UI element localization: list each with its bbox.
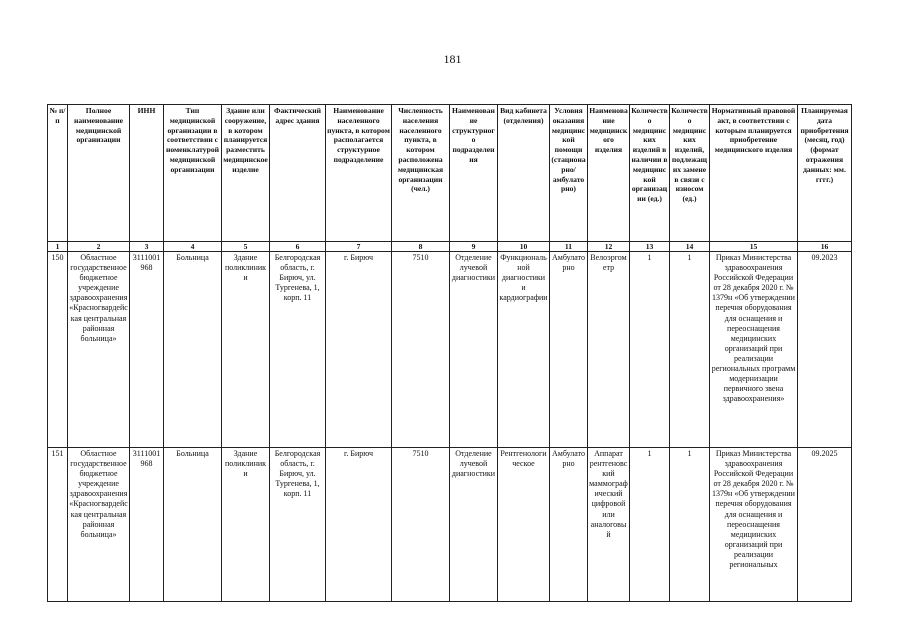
header-cell: Вид кабинета (отделения) [498,105,550,242]
table-cell: 3111001968 [130,448,164,602]
table-cell: Больница [164,252,222,448]
table-cell: Аппарат рентгеновский маммографический цифровой или аналоговый [588,448,630,602]
table-cell: 1 [630,252,670,448]
table-cell: Отделение лучевой диагностики [450,448,498,602]
header-cell: Полное наименование медицинской организации [68,105,130,242]
table-cell: 150 [48,252,68,448]
table-cell: Областное государственное бюджетное учреждение здравоохранения «Красногвардейская центральная районная больница» [68,448,130,602]
column-number: 1 [48,242,68,252]
header-cell: Здание или сооружение, в котором планируется разместить медицинское изделие [222,105,270,242]
table-cell: 7510 [392,252,450,448]
column-number: 16 [798,242,852,252]
table-cell: Амбулаторно [550,252,588,448]
column-number: 14 [670,242,710,252]
header-cell: Наименование населенного пункта, в котором располагается структурное подразделение [326,105,392,242]
header-cell: Фактический адрес здания [270,105,326,242]
table-cell: Амбулаторно [550,448,588,602]
header-cell: Наименование медицинского изделия [588,105,630,242]
header-cell: Численность населения населенного пункта, в котором расположена медицинская организации (чел.) [392,105,450,242]
table-cell: Областное государственное бюджетное учреждение здравоохранения «Красногвардейская центральная районная больница» [68,252,130,448]
table-cell: 1 [630,448,670,602]
column-number: 4 [164,242,222,252]
equipment-table [47,104,852,602]
column-number: 15 [710,242,798,252]
column-number: 2 [68,242,130,252]
header-cell: Условия оказания медицинской помощи (стационарно/ амбулаторно) [550,105,588,242]
table-cell: 1 [670,448,710,602]
table-cell: Приказ Министерства здравоохранения Российской Федерации от 28 декабря 2020 г. № 1379н «Об утверждении перечня оборудования для оснащения и переоснащения медицинских организаций при реализации региональных программ модернизации первичного звена здравоохранения» [710,252,798,448]
column-number: 11 [550,242,588,252]
table-cell: Белгородская область, г. Бирюч, ул. Тургенева, 1, корп. 11 [270,448,326,602]
table-cell: 09.2023 [798,252,852,448]
column-number: 5 [222,242,270,252]
table-cell: Велоэргометр [588,252,630,448]
header-cell: Количество медицинских изделий, подлежащих замене в связи с износом (ед.) [670,105,710,242]
table-cell: 7510 [392,448,450,602]
table-row [48,448,852,602]
header-cell: Количество медицинских изделий в наличии в медицинской организации (ед.) [630,105,670,242]
table-cell: 09.2025 [798,448,852,602]
table-cell: г. Бирюч [326,252,392,448]
header-cell: Нормативный правовой акт, в соответствии с которым планируется приобретение медицинского изделия [710,105,798,242]
table-cell: Отделение лучевой диагностики [450,252,498,448]
table-cell: Функциональной диагностики и кардиографии [498,252,550,448]
column-number: 12 [588,242,630,252]
table-cell: Рентгенологическое [498,448,550,602]
table-cell: Здание поликлиники [222,252,270,448]
table-cell: 1 [670,252,710,448]
header-cell: Тип медицинской организации в соответствии с номенклатурой медицинской организации [164,105,222,242]
column-number: 10 [498,242,550,252]
table-cell: Приказ Министерства здравоохранения Российской Федерации от 28 декабря 2020 г. № 1379н «Об утверждении перечня оборудования для оснащения и переоснащения медицинских организаций при реализации региональных [710,448,798,602]
page-number: 181 [443,52,462,66]
header-cell: Планируемая дата приобретения (месяц, год) (формат отражения данных: мм. гггг.) [798,105,852,242]
table-cell: г. Бирюч [326,448,392,602]
table-cell: Белгородская область, г. Бирюч, ул. Тургенева, 1, корп. 11 [270,252,326,448]
table-cell: Больница [164,448,222,602]
column-number-row [48,242,852,252]
header-cell: Наименование структурного подразделения [450,105,498,242]
table-cell: 151 [48,448,68,602]
table-cell: 3111001968 [130,252,164,448]
column-number: 13 [630,242,670,252]
column-number: 9 [450,242,498,252]
column-number: 3 [130,242,164,252]
column-number: 8 [392,242,450,252]
header-cell: № п/п [48,105,68,242]
header-cell: ИНН [130,105,164,242]
header-row [48,105,852,242]
column-number: 7 [326,242,392,252]
column-number: 6 [270,242,326,252]
table-row [48,252,852,448]
table-cell: Здание поликлиники [222,448,270,602]
